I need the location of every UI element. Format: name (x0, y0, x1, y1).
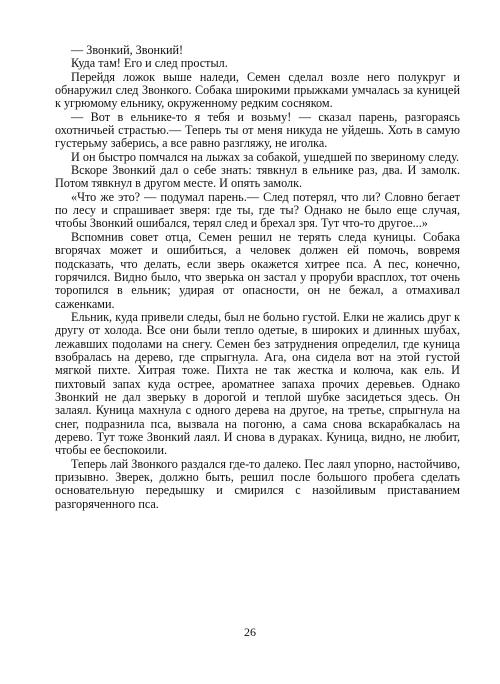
paragraph: Вспомнив совет отца, Семен решил не терять следа куницы. Собака вгорячах может и ошибиться, а человек должен ей помочь, вовремя подсказать, что делать, если зверь окажется хитрее пса. А пес, конечно, горячился. Видно было, что зверька он застал у проруби врасплох, тот очень торопился в ельник; удирая от опасности, он не бежал, а отмахивал саженками. (55, 229, 460, 311)
paragraph: Куда там! Его и след простыл. (71, 56, 228, 71)
paragraph: — Вот в ельнике-то я тебя и возьму! — сказал парень, разгораясь охотничьей страстью.— Теперь ты от меня никуда не уйдешь. Хоть в самую густерьму заберись, а все равно разгляжу, не иголка. (55, 109, 460, 151)
page-number: 26 (244, 625, 256, 639)
paragraph: Ельник, куда привели следы, был не больно густой. Елки не жались друг к другу от холода. Все они были тепло одетые, в широких и длинных шубах, лежавших подолами на снегу. Семен без затруднения определил, где куница взобралась на дерево, где спрыгнула. Ага, она сидела вот на этой густой мягкой пихте. Хитрая тоже. Пихта не так жестка и колюча, как ель. И пихтовый запах куда острее, ароматнее запаха прочих деревьев. Однако Звонкий не дал зверьку в дорогой и теплой шубке засидеться здесь. Он залаял. Куница махнула с одного дерева на другое, на третье, спрыгнула на снег, подразнила пса, вызвала на погоню, а сама снова вскарабкалась на дерево. Тут тоже Звонкий лаял. И снова в дураках. Куница, видно, не любит, чтобы ее беспокоили. (55, 309, 460, 458)
paragraph: «Что же это? — подумал парень.— След потерял, что ли? Словно бегает по лесу и спрашивает зверя: где ты, где ты? Однако не было еще случая, чтобы Звонкий ошибался, терял след и брехал зря. Тут что-то другое...» (55, 189, 460, 231)
paragraph: Вскоре Звонкий дал о себе знать: тявкнул в ельнике раз, два. И замолк. Потом тявкнул в другом месте. И опять замолк. (55, 163, 460, 191)
paragraph: — Звонкий, Звонкий! (71, 43, 184, 57)
paragraph: Теперь лай Звонкого раздался где-то далеко. Пес лаял упорно, настойчиво, призывно. Зверек, должно быть, решил после большого пробега сделать основательную передышку и смирился с назойливым приставанием разгоряченного пса. (55, 456, 460, 511)
page-text (55, 44, 460, 511)
paragraph: И он быстро помчался на лыжах за собакой, ушедшей по звериному следу. (71, 149, 460, 164)
paragraph: Перейдя ложок выше наледи, Семен сделал возле него полукруг и обнаружил след Звонкого. Собака широкими прыжками умчалась за куницей к угрюмому ельнику, окруженному редким сосняком. (55, 69, 460, 111)
